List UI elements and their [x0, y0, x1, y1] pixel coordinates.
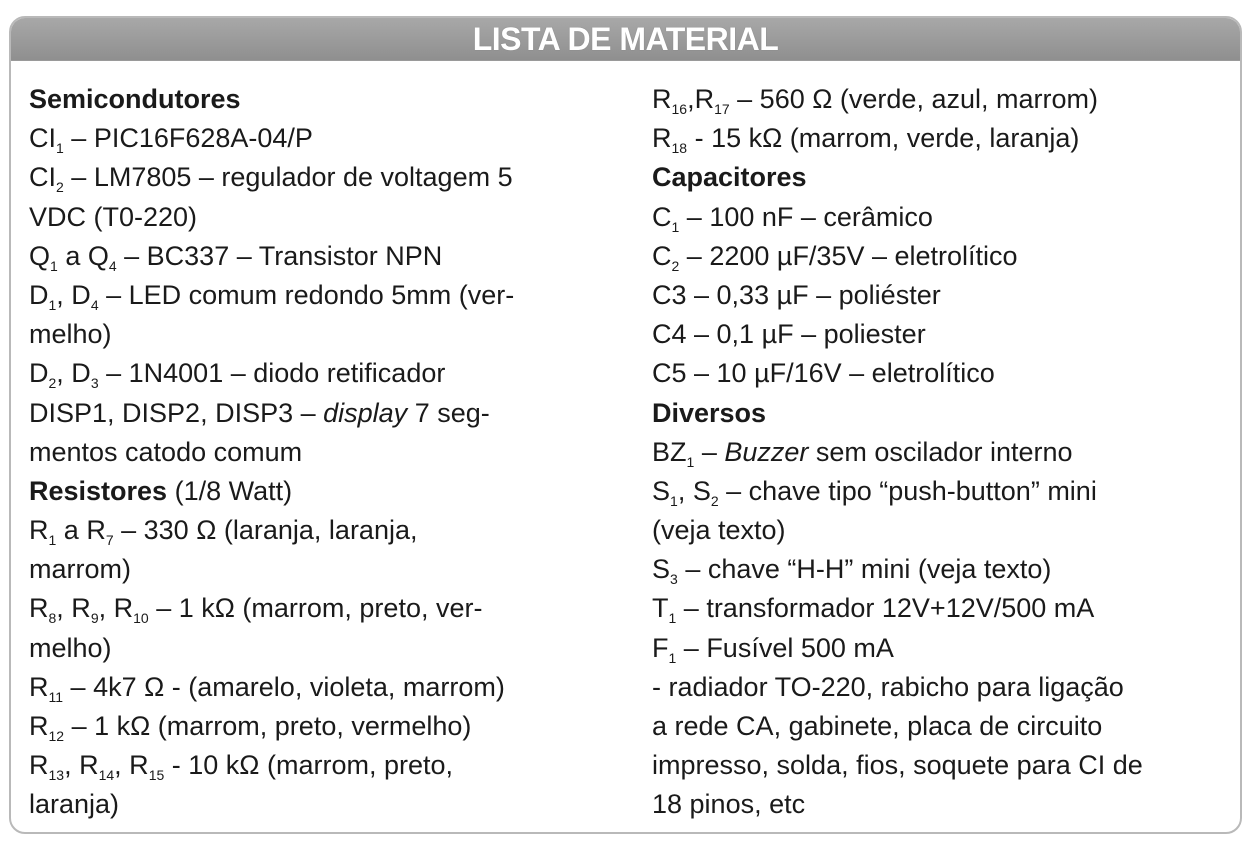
line-text: – 100 nF – cerâmico — [679, 201, 933, 232]
line-text: BZ — [652, 436, 687, 467]
line-text: S — [652, 475, 671, 506]
line-text: , D — [56, 358, 91, 389]
line-text: laranja) — [29, 789, 120, 820]
list-line — [652, 746, 1242, 785]
list-line — [29, 550, 629, 589]
line-text: , S — [677, 475, 711, 506]
line-text: – 1N4001 – diodo retificador — [98, 358, 446, 389]
list-line — [652, 785, 1242, 824]
list-line — [29, 707, 629, 746]
list-line — [652, 629, 1242, 668]
subscript: 1 — [50, 257, 58, 274]
list-line — [29, 746, 629, 785]
line-text: – PIC16F628A-04/P — [63, 123, 313, 154]
subscript: 1 — [668, 649, 677, 666]
subscript: 4 — [90, 296, 99, 313]
subscript: 9 — [90, 610, 99, 627]
line-text: – 1 kΩ (marrom, preto, ver- — [148, 593, 483, 624]
line-text: C4 – 0,1 µF – poliester — [652, 319, 926, 350]
subscript: 3 — [670, 571, 678, 588]
subscript: 1 — [56, 140, 64, 157]
subscript: 2 — [48, 375, 57, 392]
list-line — [29, 511, 629, 550]
list-line — [652, 198, 1242, 237]
line-text: , R — [98, 593, 134, 624]
line-text: a Q — [57, 240, 109, 271]
line-text: – LM7805 – regulador de voltagem 5 — [63, 162, 513, 193]
line-text: T — [652, 593, 669, 624]
subscript: 15 — [148, 767, 165, 784]
list-line — [29, 80, 629, 119]
line-text: R — [29, 593, 49, 624]
list-line — [29, 394, 629, 433]
list-line — [652, 668, 1242, 707]
line-text: Q — [29, 240, 51, 271]
subscript: 7 — [105, 532, 114, 549]
list-line — [652, 158, 1242, 197]
line-text: F — [652, 632, 669, 663]
subscript: 1 — [686, 453, 695, 470]
list-line — [29, 629, 629, 668]
list-line — [29, 237, 629, 276]
line-text: (veja texto) — [652, 515, 786, 546]
line-text: CI — [29, 162, 56, 193]
subscript: 14 — [98, 767, 115, 784]
line-text: sem oscilador interno — [808, 436, 1073, 467]
line-text: – 330 Ω (laranja, laranja, — [113, 515, 418, 546]
list-title: LISTA DE MATERIAL — [472, 21, 779, 57]
line-text: S — [652, 554, 671, 585]
list-line — [29, 433, 629, 472]
subscript: 18 — [671, 140, 688, 157]
italic-term: display — [323, 397, 408, 428]
subscript: 1 — [48, 532, 57, 549]
right-column — [652, 80, 1242, 825]
line-text: R — [29, 671, 49, 702]
list-line — [29, 472, 629, 511]
line-text: , R — [56, 593, 91, 624]
section-heading: Semicondutores — [29, 84, 241, 114]
line-text: – 4k7 Ω - (amarelo, violeta, marrom) — [63, 671, 505, 702]
line-text: D — [29, 358, 49, 389]
subscript: 13 — [48, 767, 65, 784]
line-text: – 1 kΩ (marrom, preto, vermelho) — [64, 711, 472, 741]
line-text: DISP1, DISP2, DISP3 – — [29, 397, 324, 428]
line-text: R — [652, 123, 672, 154]
title-bar — [11, 18, 1240, 61]
line-text: C — [652, 240, 672, 271]
line-text: – chave tipo “push-button” mini — [718, 475, 1097, 506]
list-line — [652, 80, 1242, 119]
line-text: C3 – 0,33 µF – poliéster — [652, 279, 941, 310]
line-text: ,R — [687, 84, 715, 114]
line-text: a rede CA, gabinete, placa de circuito — [652, 711, 1103, 741]
list-line — [29, 354, 629, 393]
line-text: D — [29, 279, 49, 310]
list-line — [652, 315, 1242, 354]
line-text: melho) — [29, 632, 112, 663]
line-text: R — [29, 711, 49, 741]
line-text: a R — [56, 515, 106, 546]
list-line — [29, 315, 629, 354]
line-text: – LED comum redondo 5mm (ver- — [98, 279, 515, 310]
list-line — [652, 237, 1242, 276]
line-text: C5 – 10 µF/16V – eletrolítico — [652, 358, 995, 389]
list-line — [29, 668, 629, 707]
line-text: , D — [56, 279, 91, 310]
list-line — [29, 158, 629, 197]
line-text: R — [652, 84, 672, 114]
subscript: 16 — [671, 101, 688, 117]
subscript: 2 — [671, 257, 680, 274]
subscript: 1 — [670, 492, 678, 509]
subscript: 2 — [710, 492, 719, 509]
list-line — [29, 119, 629, 158]
list-line — [652, 589, 1242, 628]
section-heading: Diversos — [652, 397, 767, 428]
line-text: – 2200 µF/35V – eletrolítico — [679, 240, 1018, 271]
subscript: 3 — [90, 375, 99, 392]
list-line — [652, 119, 1242, 158]
line-text: – Fusível 500 mA — [676, 632, 894, 663]
list-line — [652, 354, 1242, 393]
line-text: VDC (T0-220) — [29, 201, 198, 232]
subscript: 2 — [56, 179, 64, 196]
section-heading: Resistores — [29, 475, 168, 506]
line-text: melho) — [29, 319, 112, 350]
list-line — [652, 472, 1242, 511]
line-text: - 10 kΩ (marrom, preto, — [164, 750, 454, 781]
material-list-box — [9, 16, 1242, 834]
subscript: 1 — [48, 296, 57, 313]
section-heading: Capacitores — [652, 162, 807, 193]
line-text: - radiador TO-220, rabicho para ligação — [652, 671, 1124, 702]
line-text: – chave “H-H” mini (veja texto) — [677, 554, 1052, 585]
line-text: C — [652, 201, 672, 232]
line-text: R — [29, 750, 49, 781]
line-text: – transformador 12V+12V/500 mA — [676, 593, 1095, 624]
line-text: 7 seg- — [407, 397, 490, 428]
line-text: (1/8 Watt) — [167, 475, 293, 506]
list-line — [29, 785, 629, 824]
list-line — [652, 511, 1242, 550]
line-text: 18 pinos, etc — [652, 789, 806, 820]
list-line — [652, 394, 1242, 433]
line-text: – — [694, 436, 725, 467]
line-text: – 560 Ω (verde, azul, marrom) — [729, 84, 1098, 114]
line-text: – BC337 – Transistor NPN — [116, 240, 443, 271]
line-text: CI — [29, 123, 56, 154]
line-text: impresso, solda, fios, soquete para CI de — [652, 750, 1143, 781]
subscript: 8 — [48, 610, 57, 627]
list-line — [652, 276, 1242, 315]
line-text: , R — [64, 750, 99, 781]
list-line — [29, 276, 629, 315]
list-line — [29, 589, 629, 628]
subscript: 12 — [48, 728, 65, 744]
list-line — [652, 433, 1242, 472]
subscript: 17 — [714, 101, 730, 117]
subscript: 1 — [671, 218, 680, 235]
subscript: 4 — [108, 257, 117, 274]
line-text: - 15 kΩ (marrom, verde, laranja) — [687, 123, 1080, 154]
line-text: R — [29, 515, 49, 546]
subscript: 11 — [48, 688, 64, 705]
line-text: , R — [114, 750, 149, 781]
list-line — [652, 707, 1242, 746]
subscript: 1 — [668, 610, 677, 627]
italic-term: Buzzer — [724, 436, 809, 467]
list-line — [652, 550, 1242, 589]
line-text: mentos catodo comum — [29, 436, 303, 467]
subscript: 10 — [133, 610, 149, 627]
line-text: marrom) — [29, 554, 131, 585]
left-column — [29, 80, 629, 825]
list-line — [29, 198, 629, 237]
